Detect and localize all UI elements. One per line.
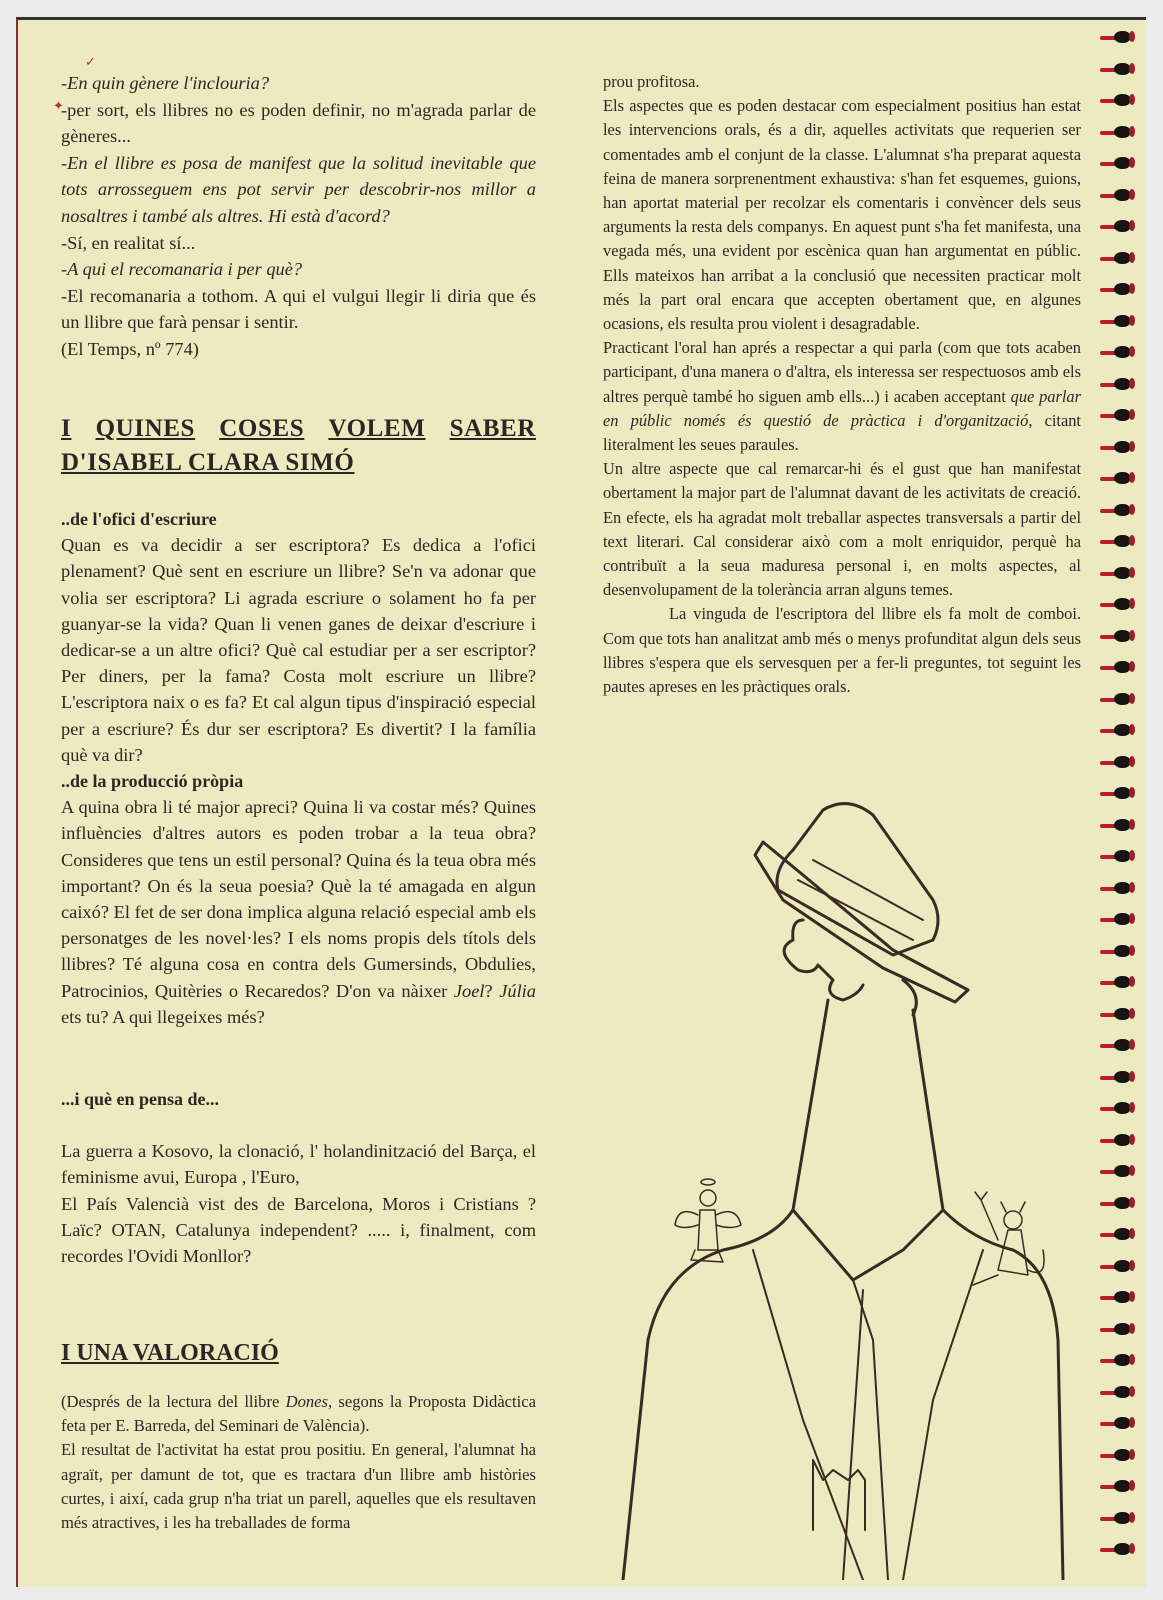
spiral-ring: [1100, 1259, 1138, 1273]
spiral-ring: [1100, 471, 1138, 485]
interview-line: -El recomanaria a tothom. A qui el vulgui llegir li diria que és un llibre que farà pensar i sentir.: [61, 285, 536, 333]
heading-word: QUINES: [95, 415, 196, 442]
spiral-ring: [1100, 314, 1138, 328]
spiral-ring: [1100, 1353, 1138, 1367]
ofici-text: Quan es va decidir a ser escriptora? Es dedica a l'ofici plenament? Què sent en escriure un llibre? Se'n va adonar que volia ser escriptora? Li agrada escriure o solament ho fa per guanyar-se la vida? Quan li venen ganes de deixar d'escriure i dedicar-se a un altre ofici? Què cal estudiar per a ser escriptor? Per diners, per la fama? Costa molt escriure un llibre? L'escriptora naix o es fa? Et cal algun tipus d'inspiració especial per a escriure? És dur ser escriptora? Es divertit? I la família què va dir?: [61, 535, 536, 765]
spiral-ring: [1100, 692, 1138, 706]
pensa-line: El País Valencià vist des de Barcelona, Moros i Cristians ? Laïc? OTAN, Catalunya independent? ..... i, finalment, com recordes l'Ovidi Monllor?: [61, 1193, 536, 1267]
spiral-ring: [1100, 1007, 1138, 1021]
spiral-ring: [1100, 219, 1138, 233]
heading-word: VOLEM: [328, 415, 426, 442]
produccio-title: ..de la producció pròpia: [61, 771, 244, 792]
interview-line: -per sort, els llibres no es poden definir, no m'agrada parlar de gèneres...: [61, 99, 536, 147]
hat-band: [798, 860, 923, 940]
pocket-square: [813, 1460, 865, 1530]
spiral-ring: [1100, 944, 1138, 958]
interview-line: -A qui el recomanaria i per què?: [61, 259, 303, 280]
ofici-title: ..de l'ofici d'escriure: [61, 509, 217, 529]
spiral-ring: [1100, 156, 1138, 170]
spiral-ring: [1100, 1322, 1138, 1336]
interview-block: [61, 70, 536, 363]
spiral-ring: [1100, 188, 1138, 202]
cartoon-illustration: [603, 780, 1073, 1580]
spiral-ring: [1100, 723, 1138, 737]
citation: (El Temps, nº 774): [61, 338, 199, 359]
interview-line: -En quin gènere l'inclouria?: [61, 73, 270, 93]
section-heading-valoracio: I UNA VALORACIÓ: [61, 1340, 279, 1366]
section-heading-questions: [61, 412, 536, 480]
spiral-ring: [1100, 1038, 1138, 1052]
lapel-right: [903, 1250, 983, 1580]
spiral-ring: [1100, 755, 1138, 769]
tie: [843, 1280, 888, 1580]
spiral-ring: [1100, 377, 1138, 391]
neck: [793, 1000, 943, 1210]
spiral-ring: [1100, 660, 1138, 674]
produccio-text: A quina obra li té major apreci? Quina li va costar més? Quines influències d'altres autors es poden trobar a la teua obra? Consideres que tens un estil personal? Quina és la teua obra més important? On és la seua poesia? Què la té amagada en algun caixó? El fet de ser dona implica alguna relació especial amb els personatges de les novel·les? I els noms propis dels títols dels llibres? Té alguna cosa en contra dels Gumersinds, Obdulies, Patrocinios, Quitèries o Recaredos? D'on va nàixer Joel? Júlia ets tu? A qui llegeixes més?: [61, 797, 536, 1027]
pensa-title: ...i què en pensa de...: [61, 1089, 220, 1109]
spiral-binding: [1096, 20, 1138, 1590]
paragraph: Els aspectes que es poden destacar com especialment positius han estat les intervencions orals, és a dir, aquelles activitats que requerien ser comentades amb el conjunt de la classe. L'alumnat s'ha preparat aquesta feina de manera sorprenentment exhaustiva: s'han fet esquemes, guions, han aportat material per recolzar els comentaris i convèncer dels seus arguments la resta dels companys. En aquest punt s'ha fet manifesta, una vegada més, una evident por escènica quan han argumentat en públic. Ells mateixos han arribat a la conclusió que necessiten practicar molt més la part oral encara que accepten obertament que, en algunes ocasions, els resulta prou violent i desagradable.: [603, 96, 1081, 334]
paragraph: La vinguda de l'escriptora del llibre els fa molt de comboi. Com que tots han analitzat amb més o menys profunditat algun dels seus llibres s'espera que els servesquen per a fer-li preguntes, tot seguint les pautes apreses en les pràctiques orals.: [603, 604, 1081, 697]
hat-crown: [777, 804, 938, 955]
hat-brim: [755, 842, 968, 1002]
spiral-ring: [1100, 566, 1138, 580]
ofici-section: [61, 506, 536, 1030]
pensa-line: La guerra a Kosovo, la clonació, l' holandinització del Barça, el feminisme avui, Europa , l'Euro,: [61, 1141, 536, 1188]
spiral-ring: [1100, 1511, 1138, 1525]
left-shoulder: [623, 1210, 793, 1580]
ink-mark: ✦: [53, 98, 64, 113]
spiral-ring: [1100, 503, 1138, 517]
spiral-ring: [1100, 93, 1138, 107]
pensa-section: [61, 1086, 536, 1269]
spiral-ring: [1100, 1385, 1138, 1399]
paragraph: Practicant l'oral han aprés a respectar a qui parla (com que tots acaben participant, d'una manera o d'altra, els interessa ser respectuosos amb els altres perquè també ho siguen amb ells...) i acaben acceptant que parlar en públic només és questió de pràctica i d'organització, citant literalment les seues paraules.: [603, 338, 1081, 455]
spiral-ring: [1100, 1290, 1138, 1304]
ink-mark: ✓: [85, 54, 96, 69]
right-text: [603, 70, 1081, 699]
spiral-ring: [1100, 1479, 1138, 1493]
spiral-ring: [1100, 881, 1138, 895]
right-shoulder: [943, 1210, 1063, 1580]
spiral-ring: [1100, 818, 1138, 832]
spiral-ring: [1100, 345, 1138, 359]
spiral-ring: [1100, 408, 1138, 422]
valoracio-result: El resultat de l'activitat ha estat prou positiu. En general, l'alumnat ha agraït, per damunt de tot, que es tractara d'un llibre amb històries curtes, i així, cada grup n'ha triat un parell, aquelles que els resultaven més atractives, i les ha treballades de forma: [61, 1440, 536, 1533]
paragraph: Un altre aspecte que cal remarcar-hi és el gust que han manifestat obertament la major part de l'alumnat davant de les activitats de creació. En efecte, els ha agradat molt treballar aspectes transversals a partir del text literari. Cal considerar això com a molt enriquidor, perquè ha contribuït a la seua maduresa personal i, en molts aspectes, al desenvolupament de la tolerància arran alguns temes.: [603, 459, 1081, 600]
paragraph: prou profitosa.: [603, 72, 700, 91]
spiral-ring: [1100, 1164, 1138, 1178]
spiral-ring: [1100, 440, 1138, 454]
spiral-ring: [1100, 1416, 1138, 1430]
spiral-ring: [1100, 1070, 1138, 1084]
interview-line: -Sí, en realitat sí...: [61, 232, 196, 253]
heading-word: SABER: [449, 415, 536, 442]
spiral-ring: [1100, 597, 1138, 611]
spiral-ring: [1100, 30, 1138, 44]
spiral-ring: [1100, 1196, 1138, 1210]
valoracio-text: [61, 1390, 536, 1535]
spiral-ring: [1100, 1542, 1138, 1556]
spiral-ring: [1100, 629, 1138, 643]
spiral-ring: [1100, 534, 1138, 548]
heading-line: D'ISABEL CLARA SIMÓ: [61, 449, 355, 476]
heading-word: I: [61, 415, 72, 442]
spiral-ring: [1100, 62, 1138, 76]
spiral-ring: [1100, 786, 1138, 800]
interview-line: -En el llibre es posa de manifest que la solitud inevitable que tots arrosseguem ens pot servir per descobrir-nos millor a nosaltres i també als altres. Hi està d'acord?: [61, 152, 536, 226]
spiral-ring: [1100, 125, 1138, 139]
spiral-ring: [1100, 1448, 1138, 1462]
spiral-ring: [1100, 975, 1138, 989]
spiral-ring: [1100, 1227, 1138, 1241]
spiral-ring: [1100, 1133, 1138, 1147]
spiral-ring: [1100, 282, 1138, 296]
valoracio-intro: (Després de la lectura del llibre Dones, segons la Proposta Didàctica feta per E. Barreda, del Seminari de València).: [61, 1392, 536, 1436]
spiral-ring: [1100, 251, 1138, 265]
document-page: [16, 17, 1146, 1587]
heading-word: COSES: [219, 415, 305, 442]
spiral-ring: [1100, 849, 1138, 863]
collar: [793, 1210, 943, 1280]
spiral-ring: [1100, 1101, 1138, 1115]
spiral-ring: [1100, 912, 1138, 926]
